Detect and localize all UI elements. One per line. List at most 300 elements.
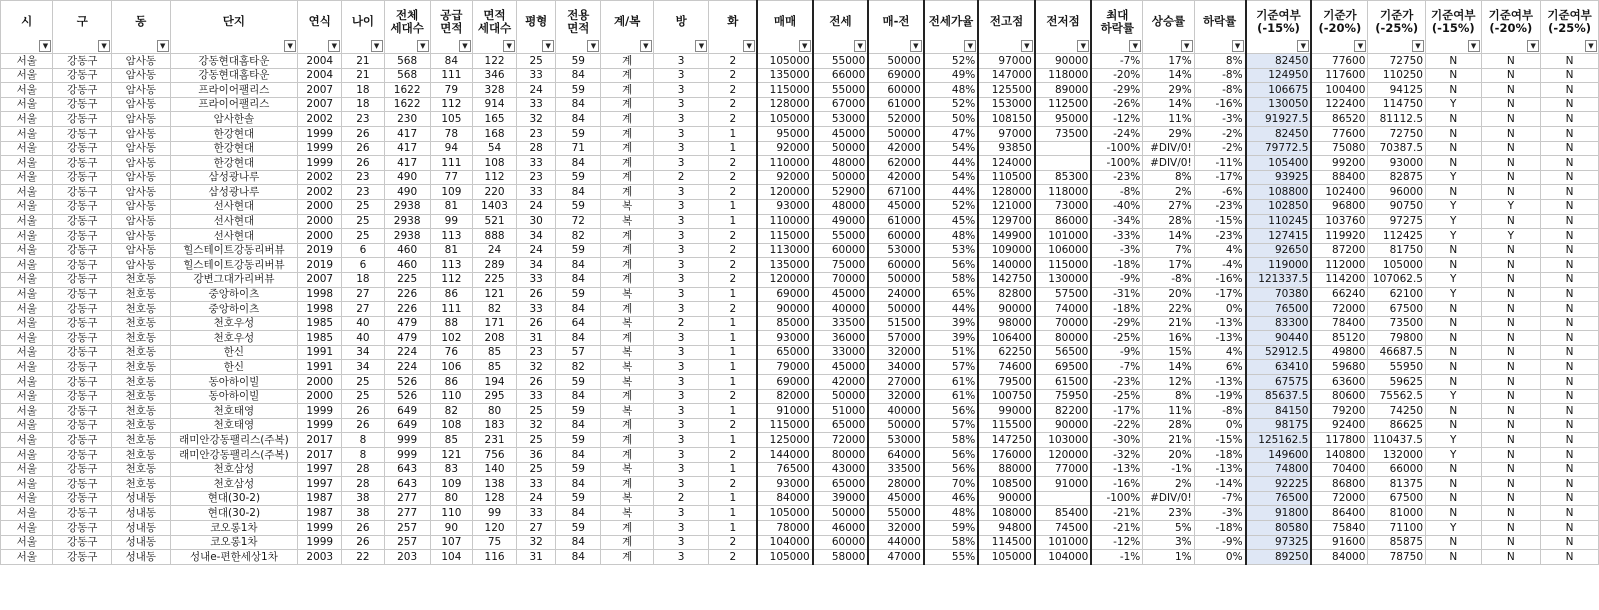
table-cell[interactable]: 한강현대 [170, 141, 298, 156]
table-cell[interactable]: 2 [709, 68, 757, 83]
table-cell[interactable]: 138 [472, 477, 516, 492]
table-cell[interactable]: 1 [709, 433, 757, 448]
table-cell[interactable]: 서울 [1, 258, 53, 273]
table-cell[interactable]: 60000 [813, 535, 869, 550]
table-cell[interactable]: N [1541, 477, 1599, 492]
table-cell[interactable]: 85637.5 [1246, 389, 1312, 404]
table-cell[interactable]: 1999 [298, 535, 342, 550]
table-cell[interactable]: N [1426, 331, 1482, 346]
table-cell[interactable]: N [1481, 448, 1541, 463]
table-cell[interactable]: 강동구 [53, 258, 112, 273]
table-cell[interactable]: 천호우성 [170, 331, 298, 346]
table-cell[interactable]: 44000 [868, 535, 924, 550]
table-cell[interactable]: 서울 [1, 404, 53, 419]
table-cell[interactable]: 49800 [1311, 345, 1368, 360]
table-cell[interactable]: 4% [1194, 243, 1245, 258]
table-cell[interactable]: N [1481, 433, 1541, 448]
table-cell[interactable]: 45000 [813, 360, 869, 375]
table-cell[interactable]: -23% [1091, 170, 1142, 185]
table-cell[interactable]: 78400 [1311, 316, 1368, 331]
table-cell[interactable]: 83300 [1246, 316, 1312, 331]
table-cell[interactable]: 강동구 [53, 83, 112, 98]
table-cell[interactable]: 1985 [298, 316, 342, 331]
table-cell[interactable]: Y [1426, 97, 1482, 112]
table-cell[interactable]: N [1481, 375, 1541, 390]
table-cell[interactable]: 80000 [1035, 331, 1092, 346]
table-cell[interactable]: 84 [556, 477, 601, 492]
table-cell[interactable]: 56% [924, 448, 979, 463]
table-cell[interactable]: 천호동 [112, 389, 171, 404]
table-cell[interactable]: 120000 [757, 185, 813, 200]
table-cell[interactable]: 108 [472, 156, 516, 171]
table-cell[interactable]: 59% [924, 521, 979, 536]
table-cell[interactable]: 62100 [1368, 287, 1426, 302]
table-cell[interactable]: 18 [342, 83, 384, 98]
table-cell[interactable]: 33000 [813, 345, 869, 360]
table-cell[interactable]: 47% [924, 126, 979, 141]
table-cell[interactable]: 천호동 [112, 345, 171, 360]
table-cell[interactable]: 649 [384, 418, 430, 433]
table-cell[interactable]: 7% [1143, 243, 1194, 258]
table-cell[interactable]: 계 [601, 521, 653, 536]
table-cell[interactable]: 113000 [757, 243, 813, 258]
table-cell[interactable]: 천호태영 [170, 404, 298, 419]
table-cell[interactable]: 21 [342, 68, 384, 83]
table-cell[interactable]: 61% [924, 389, 979, 404]
table-cell[interactable]: 231 [472, 433, 516, 448]
table-cell[interactable]: #DIV/0! [1143, 491, 1194, 506]
table-cell[interactable]: 2 [709, 535, 757, 550]
table-cell[interactable]: 25 [342, 375, 384, 390]
table-cell[interactable]: N [1426, 126, 1482, 141]
table-cell[interactable]: 79500 [978, 375, 1035, 390]
dropdown-filter-icon[interactable]: ▼ [459, 40, 471, 52]
table-cell[interactable]: 42000 [868, 170, 924, 185]
table-cell[interactable]: 암사동 [112, 83, 171, 98]
table-cell[interactable]: 79000 [757, 360, 813, 375]
table-cell[interactable]: 1997 [298, 462, 342, 477]
table-cell[interactable]: 25 [342, 229, 384, 244]
table-cell[interactable]: 50000 [868, 272, 924, 287]
table-cell[interactable]: 61% [924, 375, 979, 390]
table-cell[interactable]: 3 [653, 477, 709, 492]
table-cell[interactable]: 계 [601, 141, 653, 156]
table-cell[interactable]: -23% [1091, 375, 1142, 390]
table-cell[interactable]: 8 [342, 433, 384, 448]
table-cell[interactable]: 40000 [813, 302, 869, 317]
table-cell[interactable]: 중앙하이츠 [170, 302, 298, 317]
table-cell[interactable]: N [1541, 506, 1599, 521]
table-cell[interactable]: 289 [472, 258, 516, 273]
table-cell[interactable]: 힐스테이트강동리버뷰 [170, 258, 298, 273]
table-cell[interactable]: 1999 [298, 521, 342, 536]
table-cell[interactable]: 63410 [1246, 360, 1312, 375]
table-cell[interactable]: 34000 [868, 360, 924, 375]
table-cell[interactable]: 99 [430, 214, 472, 229]
table-cell[interactable]: 105000 [978, 550, 1035, 565]
table-cell[interactable]: 11% [1143, 404, 1194, 419]
table-cell[interactable]: 119920 [1311, 229, 1368, 244]
table-cell[interactable]: 86 [430, 375, 472, 390]
table-cell[interactable]: 강동구 [53, 185, 112, 200]
table-cell[interactable]: 115000 [757, 229, 813, 244]
table-cell[interactable]: 0% [1194, 302, 1245, 317]
table-cell[interactable]: 144000 [757, 448, 813, 463]
table-cell[interactable]: 암사동 [112, 126, 171, 141]
table-cell[interactable]: 110 [430, 389, 472, 404]
table-cell[interactable]: 58% [924, 433, 979, 448]
table-cell[interactable]: 77600 [1311, 54, 1368, 69]
table-cell[interactable]: -11% [1194, 156, 1245, 171]
table-cell[interactable]: 3 [653, 83, 709, 98]
column-header[interactable] [556, 1, 601, 54]
table-cell[interactable]: 521 [472, 214, 516, 229]
table-cell[interactable]: 계 [601, 418, 653, 433]
table-cell[interactable]: 48% [924, 83, 979, 98]
table-cell[interactable]: 127415 [1246, 229, 1312, 244]
table-cell[interactable]: 계 [601, 170, 653, 185]
table-cell[interactable]: 80 [430, 491, 472, 506]
table-cell[interactable]: 93000 [757, 477, 813, 492]
table-cell[interactable]: 90000 [978, 491, 1035, 506]
table-cell[interactable]: 122400 [1311, 97, 1368, 112]
table-cell[interactable]: 225 [472, 272, 516, 287]
table-cell[interactable]: 32 [517, 418, 556, 433]
table-cell[interactable]: 56% [924, 404, 979, 419]
table-cell[interactable]: N [1481, 185, 1541, 200]
table-cell[interactable]: 22 [342, 550, 384, 565]
table-cell[interactable]: 25 [517, 433, 556, 448]
table-cell[interactable]: 서울 [1, 418, 53, 433]
table-cell[interactable]: 85120 [1311, 331, 1368, 346]
table-cell[interactable]: 25 [517, 54, 556, 69]
table-cell[interactable]: N [1481, 112, 1541, 127]
table-cell[interactable]: N [1426, 360, 1482, 375]
table-cell[interactable]: 3 [653, 54, 709, 69]
table-cell[interactable]: N [1481, 83, 1541, 98]
table-cell[interactable]: 84 [556, 156, 601, 171]
table-cell[interactable]: -16% [1091, 477, 1142, 492]
table-cell[interactable]: 54 [472, 141, 516, 156]
table-cell[interactable]: 2 [709, 54, 757, 69]
table-cell[interactable]: 39% [924, 316, 979, 331]
column-header[interactable] [1, 1, 53, 54]
table-cell[interactable]: 52900 [813, 185, 869, 200]
table-cell[interactable]: 56% [924, 258, 979, 273]
table-cell[interactable]: 58000 [813, 550, 869, 565]
table-cell[interactable]: 24 [517, 243, 556, 258]
table-cell[interactable]: 2% [1143, 477, 1194, 492]
table-cell[interactable]: 62000 [868, 156, 924, 171]
table-cell[interactable]: N [1481, 521, 1541, 536]
table-cell[interactable]: 649 [384, 404, 430, 419]
table-cell[interactable]: 계 [601, 97, 653, 112]
table-cell[interactable]: 78750 [1368, 550, 1426, 565]
table-cell[interactable]: 84000 [757, 491, 813, 506]
table-cell[interactable]: 99000 [978, 404, 1035, 419]
table-cell[interactable]: 82450 [1246, 126, 1312, 141]
table-cell[interactable]: 53000 [813, 112, 869, 127]
table-cell[interactable]: 3 [653, 229, 709, 244]
dropdown-filter-icon[interactable]: ▼ [587, 40, 599, 52]
table-cell[interactable]: 82 [556, 229, 601, 244]
table-cell[interactable]: 계 [601, 83, 653, 98]
table-cell[interactable]: 97325 [1246, 535, 1312, 550]
table-cell[interactable]: 92000 [757, 141, 813, 156]
table-cell[interactable]: 2004 [298, 68, 342, 83]
table-cell[interactable]: 140 [472, 462, 516, 477]
table-cell[interactable]: N [1541, 316, 1599, 331]
table-cell[interactable]: 3 [653, 272, 709, 287]
table-cell[interactable]: 102400 [1311, 185, 1368, 200]
table-cell[interactable]: 59 [556, 83, 601, 98]
table-cell[interactable]: 1 [709, 404, 757, 419]
table-cell[interactable]: 강동구 [53, 477, 112, 492]
table-cell[interactable]: 강동구 [53, 550, 112, 565]
table-cell[interactable]: 28 [342, 477, 384, 492]
table-cell[interactable]: 계 [601, 54, 653, 69]
table-cell[interactable]: 89250 [1246, 550, 1312, 565]
table-cell[interactable]: 33 [517, 506, 556, 521]
table-cell[interactable]: 99200 [1311, 156, 1368, 171]
table-cell[interactable]: 33 [517, 185, 556, 200]
table-cell[interactable]: 천호동 [112, 331, 171, 346]
table-cell[interactable]: 서울 [1, 229, 53, 244]
dropdown-filter-icon[interactable]: ▼ [328, 40, 340, 52]
table-cell[interactable]: -7% [1091, 54, 1142, 69]
table-cell[interactable]: 1 [709, 331, 757, 346]
table-cell[interactable]: 2 [709, 83, 757, 98]
table-cell[interactable]: 계 [601, 535, 653, 550]
table-cell[interactable]: 한강현대 [170, 126, 298, 141]
table-cell[interactable]: 24 [517, 83, 556, 98]
table-cell[interactable]: 59 [556, 375, 601, 390]
table-cell[interactable]: 8 [342, 448, 384, 463]
table-cell[interactable]: 천호태영 [170, 418, 298, 433]
table-cell[interactable]: 60000 [813, 243, 869, 258]
table-cell[interactable]: 65000 [813, 477, 869, 492]
table-cell[interactable]: 강동구 [53, 462, 112, 477]
table-cell[interactable]: 52000 [868, 112, 924, 127]
table-cell[interactable]: 71 [556, 141, 601, 156]
table-cell[interactable]: 61500 [1035, 375, 1092, 390]
table-cell[interactable]: 2000 [298, 389, 342, 404]
table-cell[interactable]: 32 [517, 535, 556, 550]
table-cell[interactable]: 62250 [978, 345, 1035, 360]
table-cell[interactable]: 복 [601, 214, 653, 229]
table-cell[interactable]: 93000 [1368, 156, 1426, 171]
table-cell[interactable]: 328 [472, 83, 516, 98]
table-cell[interactable]: 암사동 [112, 141, 171, 156]
table-cell[interactable]: 26 [517, 375, 556, 390]
table-cell[interactable]: 강동구 [53, 54, 112, 69]
table-cell[interactable]: 선사현대 [170, 214, 298, 229]
table-cell[interactable]: 108 [430, 418, 472, 433]
table-cell[interactable]: N [1481, 97, 1541, 112]
table-cell[interactable]: 643 [384, 462, 430, 477]
table-cell[interactable]: 현대(30-2) [170, 491, 298, 506]
table-cell[interactable]: 32 [517, 112, 556, 127]
table-cell[interactable]: -18% [1091, 302, 1142, 317]
table-cell[interactable]: -8% [1194, 68, 1245, 83]
table-cell[interactable]: 460 [384, 258, 430, 273]
table-cell[interactable]: 천호우성 [170, 316, 298, 331]
table-cell[interactable]: N [1481, 404, 1541, 419]
table-cell[interactable]: 111 [430, 156, 472, 171]
table-cell[interactable]: 69000 [868, 68, 924, 83]
table-cell[interactable]: 0% [1194, 418, 1245, 433]
table-cell[interactable]: 81375 [1368, 477, 1426, 492]
table-cell[interactable]: -100% [1091, 491, 1142, 506]
table-cell[interactable]: 서울 [1, 156, 53, 171]
table-cell[interactable]: 117800 [1311, 433, 1368, 448]
table-cell[interactable]: 92400 [1311, 418, 1368, 433]
table-cell[interactable]: 295 [472, 389, 516, 404]
table-cell[interactable]: 26 [342, 535, 384, 550]
column-header[interactable] [868, 1, 924, 54]
table-cell[interactable]: N [1541, 54, 1599, 69]
table-cell[interactable]: 55% [924, 550, 979, 565]
table-cell[interactable]: 38 [342, 491, 384, 506]
table-cell[interactable]: 93000 [757, 331, 813, 346]
table-cell[interactable]: 105000 [757, 506, 813, 521]
table-cell[interactable]: 27 [517, 521, 556, 536]
table-cell[interactable]: 서울 [1, 477, 53, 492]
table-cell[interactable]: 460 [384, 243, 430, 258]
table-cell[interactable]: 2 [709, 389, 757, 404]
table-cell[interactable]: 59 [556, 170, 601, 185]
table-cell[interactable]: 26 [517, 316, 556, 331]
table-cell[interactable]: 72000 [813, 433, 869, 448]
table-cell[interactable]: 84 [556, 185, 601, 200]
table-cell[interactable]: N [1481, 360, 1541, 375]
table-cell[interactable]: 2938 [384, 199, 430, 214]
table-cell[interactable]: 강동구 [53, 287, 112, 302]
column-header[interactable] [517, 1, 556, 54]
table-cell[interactable]: 2938 [384, 229, 430, 244]
table-cell[interactable]: 2002 [298, 170, 342, 185]
table-cell[interactable]: 90000 [978, 302, 1035, 317]
table-cell[interactable]: 6 [342, 258, 384, 273]
table-cell[interactable]: N [1541, 199, 1599, 214]
table-cell[interactable]: N [1541, 418, 1599, 433]
table-cell[interactable]: 999 [384, 433, 430, 448]
dropdown-filter-icon[interactable]: ▼ [1021, 40, 1033, 52]
table-cell[interactable]: N [1426, 302, 1482, 317]
table-cell[interactable]: 110250 [1368, 68, 1426, 83]
table-cell[interactable]: 한신 [170, 360, 298, 375]
table-cell[interactable]: 56500 [1035, 345, 1092, 360]
table-cell[interactable]: 2000 [298, 229, 342, 244]
table-cell[interactable]: 복 [601, 404, 653, 419]
table-cell[interactable]: 1998 [298, 287, 342, 302]
table-cell[interactable]: 50000 [868, 54, 924, 69]
table-cell[interactable]: 116 [472, 550, 516, 565]
table-cell[interactable]: 51500 [868, 316, 924, 331]
table-cell[interactable]: 112 [472, 170, 516, 185]
table-cell[interactable]: 1403 [472, 199, 516, 214]
table-cell[interactable]: 110245 [1246, 214, 1312, 229]
table-cell[interactable]: 강동구 [53, 302, 112, 317]
table-cell[interactable]: 계 [601, 156, 653, 171]
table-cell[interactable]: 112500 [1035, 97, 1092, 112]
table-cell[interactable]: 109 [430, 185, 472, 200]
table-cell[interactable]: 88400 [1311, 170, 1368, 185]
table-cell[interactable]: 서울 [1, 112, 53, 127]
dropdown-filter-icon[interactable]: ▼ [910, 40, 922, 52]
table-cell[interactable]: 2 [653, 170, 709, 185]
table-cell[interactable]: 88 [430, 316, 472, 331]
table-cell[interactable]: 59 [556, 287, 601, 302]
table-cell[interactable]: 84 [556, 302, 601, 317]
table-cell[interactable]: 강동현대홈타운 [170, 54, 298, 69]
table-cell[interactable]: Y [1426, 521, 1482, 536]
table-cell[interactable]: 81112.5 [1368, 112, 1426, 127]
table-cell[interactable]: 75000 [813, 258, 869, 273]
table-cell[interactable]: 천호동 [112, 302, 171, 317]
table-cell[interactable]: 2% [1143, 185, 1194, 200]
table-cell[interactable]: -12% [1091, 535, 1142, 550]
dropdown-filter-icon[interactable]: ▼ [1297, 40, 1309, 52]
table-cell[interactable]: 277 [384, 506, 430, 521]
table-cell[interactable]: 27 [342, 302, 384, 317]
table-cell[interactable]: 48% [924, 229, 979, 244]
table-cell[interactable]: 142750 [978, 272, 1035, 287]
table-cell[interactable]: 복 [601, 316, 653, 331]
table-cell[interactable]: 1999 [298, 404, 342, 419]
table-cell[interactable]: 삼성광나루 [170, 170, 298, 185]
table-cell[interactable]: 24 [472, 243, 516, 258]
table-cell[interactable]: 33 [517, 156, 556, 171]
table-cell[interactable]: Y [1426, 170, 1482, 185]
table-cell[interactable]: 91927.5 [1246, 112, 1312, 127]
table-cell[interactable]: N [1481, 331, 1541, 346]
table-cell[interactable]: N [1481, 68, 1541, 83]
table-cell[interactable]: 52% [924, 54, 979, 69]
table-cell[interactable]: 천호동 [112, 433, 171, 448]
table-cell[interactable]: 84 [556, 112, 601, 127]
table-cell[interactable]: -8% [1091, 185, 1142, 200]
table-cell[interactable]: N [1481, 272, 1541, 287]
table-cell[interactable]: 147250 [978, 433, 1035, 448]
table-cell[interactable]: 96000 [1368, 185, 1426, 200]
table-cell[interactable]: 86800 [1311, 477, 1368, 492]
table-cell[interactable]: 복 [601, 491, 653, 506]
table-cell[interactable]: 암사동 [112, 156, 171, 171]
table-cell[interactable]: 서울 [1, 272, 53, 287]
column-header[interactable] [1194, 1, 1245, 54]
table-cell[interactable]: 1 [709, 506, 757, 521]
table-cell[interactable]: 33 [517, 97, 556, 112]
table-cell[interactable]: 999 [384, 448, 430, 463]
table-cell[interactable]: 105000 [1368, 258, 1426, 273]
table-cell[interactable]: 천호동 [112, 316, 171, 331]
table-cell[interactable]: 74000 [1035, 302, 1092, 317]
table-cell[interactable]: -1% [1091, 550, 1142, 565]
table-cell[interactable]: N [1541, 126, 1599, 141]
table-cell[interactable]: N [1541, 360, 1599, 375]
table-cell[interactable]: 46000 [813, 521, 869, 536]
table-cell[interactable]: 2004 [298, 54, 342, 69]
table-cell[interactable]: 성내동 [112, 550, 171, 565]
dropdown-filter-icon[interactable]: ▼ [157, 40, 169, 52]
table-cell[interactable]: N [1541, 229, 1599, 244]
table-cell[interactable]: -23% [1194, 229, 1245, 244]
table-cell[interactable]: 888 [472, 229, 516, 244]
table-cell[interactable]: 동아하이빌 [170, 389, 298, 404]
table-cell[interactable]: 14% [1143, 68, 1194, 83]
table-cell[interactable]: -30% [1091, 433, 1142, 448]
